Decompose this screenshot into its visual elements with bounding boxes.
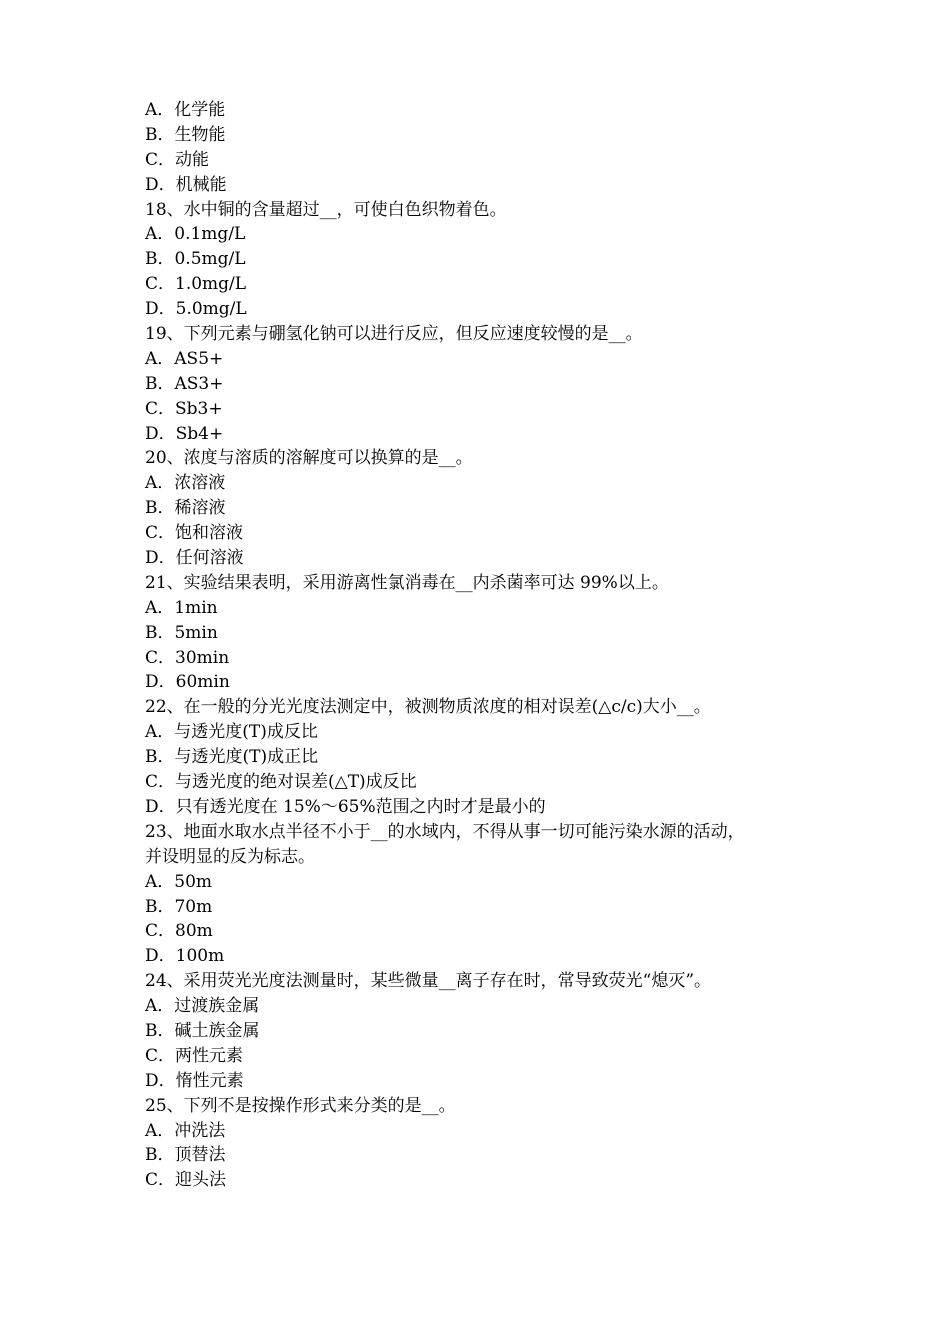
answer-option: C．饱和溶液 <box>145 523 244 544</box>
answer-option: D．Sb4+ <box>145 423 224 444</box>
question-stem: 24、采用荧光光度法测量时，某些微量__离子存在时，常导致荧光“熄灭”。 <box>145 971 712 992</box>
answer-option: A．1min <box>145 597 218 618</box>
answer-option: C．1.0mg/L <box>145 274 247 295</box>
answer-option: B．0.5mg/L <box>145 249 246 270</box>
question-stem: 19、下列元素与硼氢化钠可以进行反应，但反应速度较慢的是__。 <box>145 324 643 345</box>
answer-option: A．与透光度(T)成反比 <box>145 722 318 743</box>
answer-option: D．100m <box>145 946 225 967</box>
answer-option: C．两性元素 <box>145 1045 244 1066</box>
answer-option: A．浓溶液 <box>145 473 226 494</box>
answer-option: B．70m <box>145 896 213 917</box>
answer-option: B．AS3+ <box>145 373 224 394</box>
answer-option: B．与透光度(T)成正比 <box>145 747 319 768</box>
question-list <box>145 98 825 1193</box>
answer-option: C．迎头法 <box>145 1170 227 1191</box>
answer-option: D．机械能 <box>145 174 227 195</box>
question-stem: 22、在一般的分光光度法测定中，被测物质浓度的相对误差(△c/c)大小__。 <box>145 697 711 718</box>
question-stem: 23、地面水取水点半径不小于__的水域内，不得从事一切可能污染水源的活动， <box>145 821 745 842</box>
answer-option: B．碱土族金属 <box>145 1020 260 1041</box>
answer-option: C．动能 <box>145 149 210 170</box>
answer-option: D．任何溶液 <box>145 548 244 569</box>
answer-option: A．AS5+ <box>145 348 224 369</box>
question-stem: 20、浓度与溶质的溶解度可以换算的是__。 <box>145 448 473 469</box>
question-stem-continuation: 并设明显的反为标志。 <box>145 846 315 867</box>
answer-option: B．5min <box>145 622 218 643</box>
answer-option: C．与透光度的绝对误差(△T)成反比 <box>145 772 417 793</box>
answer-option: D．惰性元素 <box>145 1070 244 1091</box>
answer-option: A．0.1mg/L <box>145 224 246 245</box>
answer-option: D．60min <box>145 672 230 693</box>
answer-option: A．过渡族金属 <box>145 996 260 1017</box>
answer-option: C．Sb3+ <box>145 398 223 419</box>
answer-option: A．化学能 <box>145 100 226 120</box>
question-stem: 25、下列不是按操作形式来分类的是__。 <box>145 1095 456 1116</box>
answer-option: D．只有透光度在 15%～65%范围之内时才是最小的 <box>145 796 546 817</box>
answer-option: A．50m <box>145 871 213 892</box>
question-stem: 21、实验结果表明，采用游离性氯消毒在__内杀菌率可达 99%以上。 <box>145 572 669 593</box>
answer-option: B．稀溶液 <box>145 498 226 519</box>
answer-option: B．生物能 <box>145 124 226 145</box>
answer-option: D．5.0mg/L <box>145 299 247 320</box>
answer-option: C．30min <box>145 647 230 668</box>
question-stem: 18、水中铜的含量超过__，可使白色织物着色。 <box>145 199 507 220</box>
answer-option: C．80m <box>145 921 213 942</box>
answer-option: A．冲洗法 <box>145 1120 226 1141</box>
answer-option: B．顶替法 <box>145 1145 226 1166</box>
